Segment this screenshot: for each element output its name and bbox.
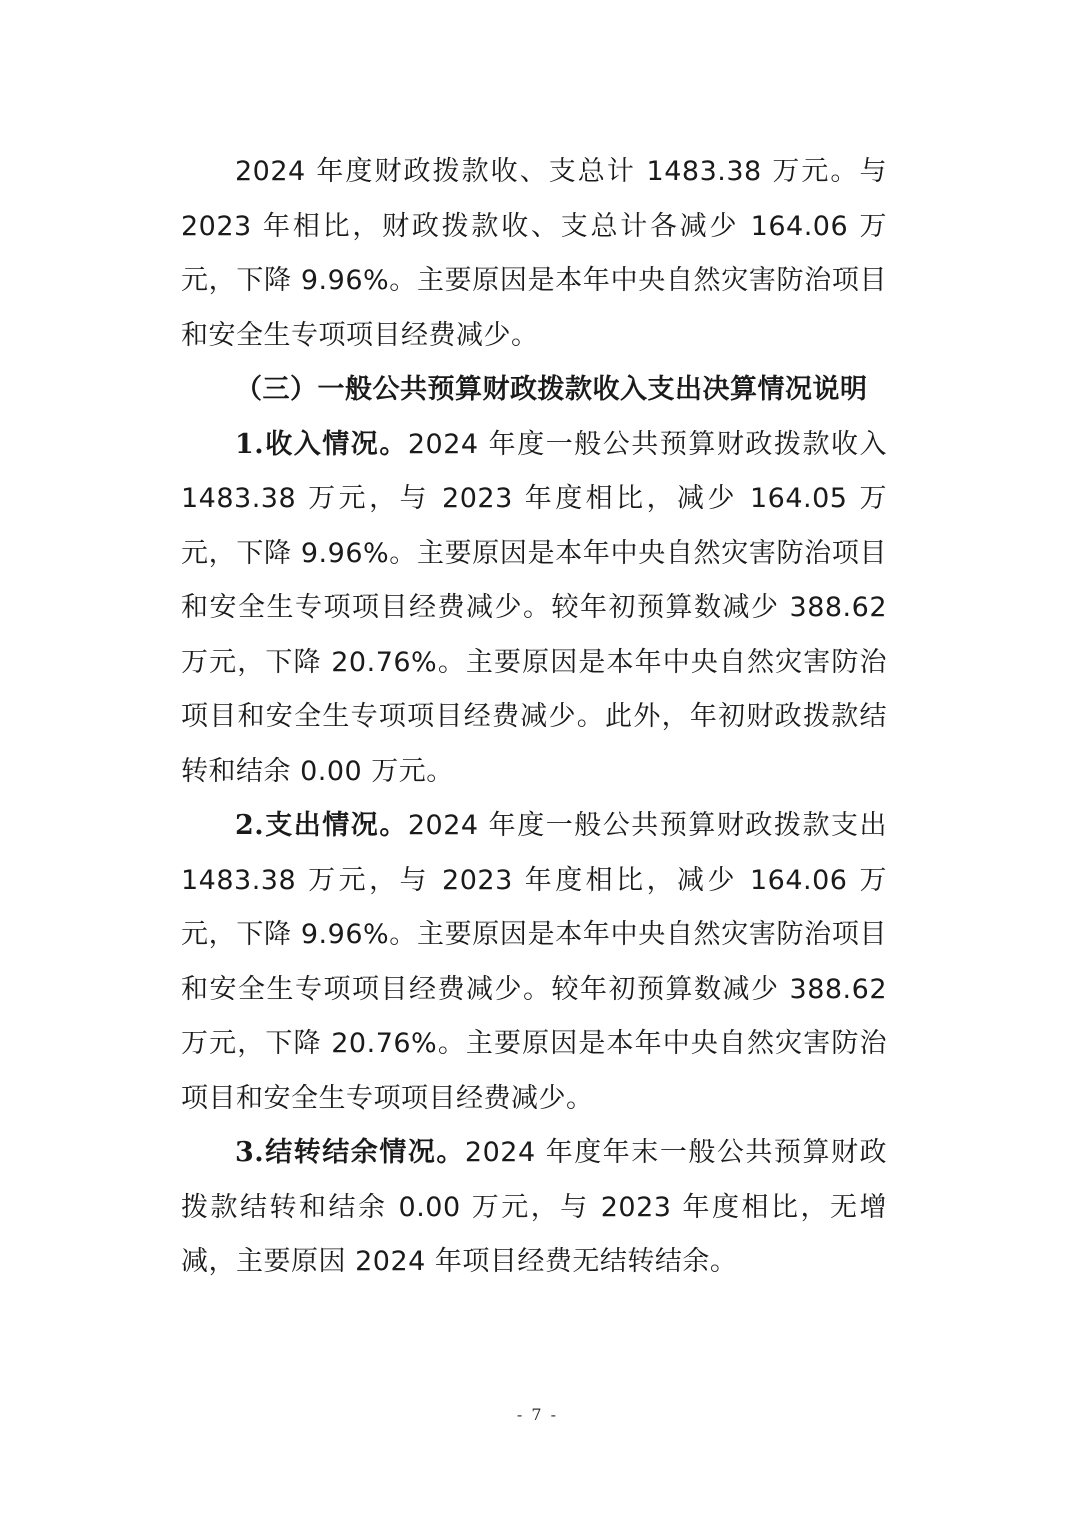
page-number: - 7 - — [516, 1405, 559, 1424]
paragraph-text: 2024 年度年末一般公共预算财政拨款结转和结余 0.00 万元，与 2023 年度相比，无增减，主要原因 2024 年项目经费无结转结余。 — [181, 1137, 888, 1277]
paragraph-text: 2024 年度一般公共预算财政拨款支出 1483.38 万元，与 2023 年度相比，减少 164.06 万元，下降 9.96%。主要原因是本年中央自然灾害防治项目和安全生专项项目经费减少。较年初预算数减少 388.62 万元，下降 20.76%。主要原因是本年中央自然灾害防治项目和安全生专项项目经费减少。 — [181, 810, 887, 1114]
paragraph-lead: 1.收入情况。 — [235, 428, 408, 460]
paragraph-carryover — [181, 1126, 887, 1290]
paragraph-lead: 3.结转结余情况。 — [235, 1137, 465, 1168]
paragraph-expenditure — [181, 799, 887, 1126]
paragraph-income — [181, 418, 887, 800]
paragraph-fiscal-total — [181, 145, 887, 363]
paragraph-text: 2024 年度财政拨款收、支总计 1483.38 万元。与 2023 年相比，财政拨款收、支总计各减少 164.06 万元，下降 9.96%。主要原因是本年中央自然灾害防治项目和安全生专项项目经费减少。 — [181, 156, 887, 351]
paragraph-lead: 2.支出情况。 — [235, 810, 408, 841]
paragraph-text: 2024 年度一般公共预算财政拨款收入 1483.38 万元，与 2023 年度相比，减少 164.05 万元，下降 9.96%。主要原因是本年中央自然灾害防治项目和安全生专项项目经费减少。较年初预算数减少 388.62 万元，下降 20.76%。主要原因是本年中央自然灾害防治项目和安全生专项项目经费减少。此外，年初财政拨款结转和结余 0.00 万元。 — [181, 428, 887, 787]
section-heading: （三）一般公共预算财政拨款收入支出决算情况说明 — [235, 374, 868, 405]
document-body — [181, 145, 887, 1290]
